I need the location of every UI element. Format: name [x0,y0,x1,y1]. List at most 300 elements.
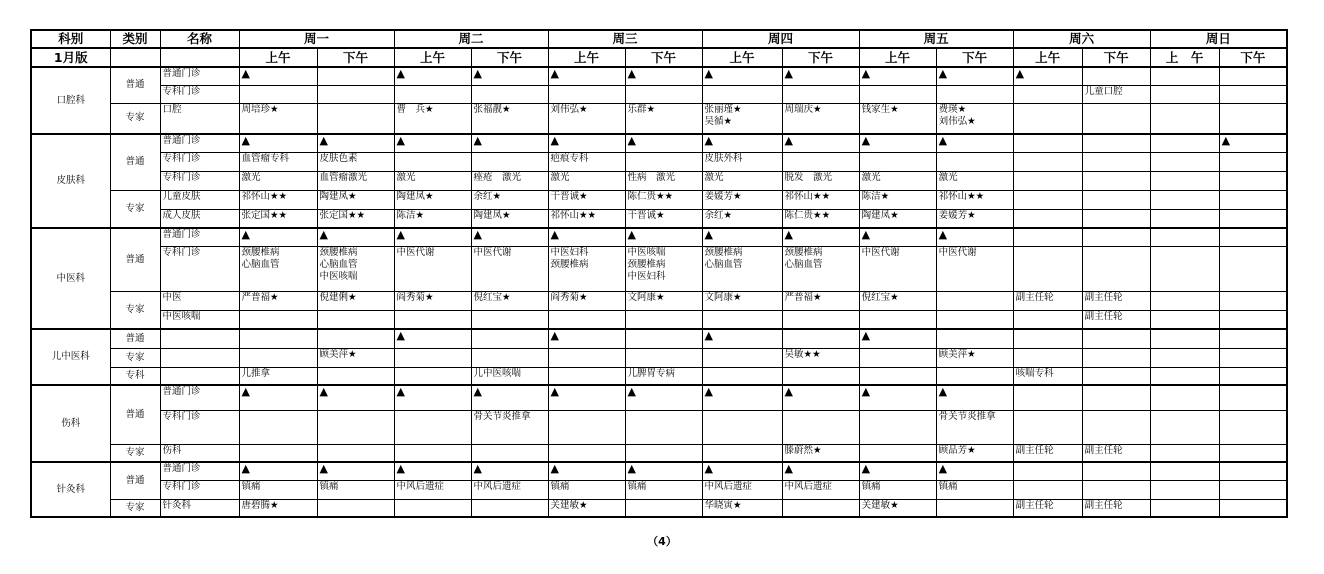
open-slot-triangle-icon: ▲ [782,228,859,246]
clinic-name: 专科门诊 [160,152,239,171]
header-am: 上午 [239,48,317,67]
schedule-cell [1082,190,1150,209]
schedule-cell: 激光 [702,171,782,190]
schedule-cell [394,444,471,462]
schedule-row [31,410,1287,444]
open-slot-triangle-icon: ▲ [394,67,471,85]
schedule-cell [1150,291,1219,310]
header-am: 上午 [1013,48,1082,67]
schedule-cell [1219,329,1287,348]
schedule-cell [625,410,702,444]
schedule-cell [782,329,859,348]
schedule-cell [936,152,1013,171]
schedule-cell [1150,310,1219,329]
schedule-cell [1219,462,1287,480]
schedule-cell: 张丽瑾★ 吴循★ [702,103,782,134]
schedule-cell [1219,103,1287,134]
schedule-cell [1013,310,1082,329]
schedule-cell: 骨关节炎推拿 [471,410,548,444]
schedule-cell [239,329,317,348]
schedule-cell: 副主任轮 [1013,499,1082,517]
schedule-cell: 中医妇科 颈腰椎病 [548,246,625,291]
open-slot-triangle-icon: ▲ [782,134,859,152]
schedule-cell [471,444,548,462]
schedule-cell: 中风后遗症 [394,480,471,499]
schedule-cell: 副主任轮 [1082,310,1150,329]
header-am-sunday: 上 午 [1150,48,1219,67]
header-month-version: 1月版 [31,48,110,67]
schedule-cell [1013,385,1082,410]
schedule-cell [1013,103,1082,134]
schedule-cell: 周培珍★ [239,103,317,134]
schedule-row [31,385,1287,410]
category-label: 专家 [110,291,160,329]
open-slot-triangle-icon: ▲ [317,228,394,246]
schedule-cell: 陈仁贵★★ [625,190,702,209]
schedule-cell: 姜媛芳★ [936,209,1013,228]
department-name: 中医科 [31,228,110,329]
open-slot-triangle-icon: ▲ [317,462,394,480]
schedule-cell [1150,228,1219,246]
schedule-cell [1150,171,1219,190]
schedule-row [31,348,1287,367]
schedule-cell: 陶建凤★ [859,209,936,228]
schedule-row [31,444,1287,462]
schedule-cell [1219,480,1287,499]
open-slot-triangle-icon: ▲ [548,385,625,410]
schedule-cell: 祁怀山★★ [782,190,859,209]
category-label: 专家 [110,348,160,367]
schedule-cell [1219,190,1287,209]
schedule-cell: 陈洁★ [394,209,471,228]
schedule-cell [317,410,394,444]
schedule-cell: 颈腰椎病 心脑血管 [782,246,859,291]
schedule-cell [1013,410,1082,444]
schedule-cell [548,444,625,462]
schedule-row [31,246,1287,291]
clinic-name: 伤科 [160,444,239,462]
header-pm: 下午 [782,48,859,67]
schedule-cell [1082,152,1150,171]
header-name: 名称 [160,30,239,48]
clinic-name [160,367,239,385]
schedule-cell: 余红★ [471,190,548,209]
schedule-cell [1082,103,1150,134]
schedule-cell [471,310,548,329]
schedule-cell [1082,67,1150,85]
schedule-cell [1013,228,1082,246]
schedule-cell: 干晋诚★ [625,209,702,228]
open-slot-triangle-icon: ▲ [239,462,317,480]
header-day-thu: 周四 [702,30,859,48]
header-day-fri: 周五 [859,30,1013,48]
open-slot-triangle-icon: ▲ [936,134,1013,152]
schedule-cell [702,348,782,367]
schedule-cell: 脱发 激光 [782,171,859,190]
schedule-cell: 痤疮 激光 [471,171,548,190]
schedule-cell [936,85,1013,103]
header-pm: 下午 [1219,48,1287,67]
category-label: 专科 [110,367,160,385]
schedule-cell: 顾美萍★ [936,348,1013,367]
open-slot-triangle-icon: ▲ [239,385,317,410]
header-row-halfdays [31,48,1287,67]
schedule-cell [782,367,859,385]
page-number: （4） [647,535,677,548]
schedule-row [31,480,1287,499]
department-name: 口腔科 [31,67,110,134]
schedule-cell [782,410,859,444]
schedule-cell: 副主任轮 [1082,291,1150,310]
schedule-cell [936,499,1013,517]
schedule-cell: 华晓寅★ [702,499,782,517]
schedule-cell: 儿推拿 [239,367,317,385]
schedule-cell [239,444,317,462]
open-slot-triangle-icon: ▲ [859,385,936,410]
schedule-cell: 镇痛 [548,480,625,499]
open-slot-triangle-icon: ▲ [782,462,859,480]
header-category: 类别 [110,30,160,48]
schedule-cell [1082,348,1150,367]
open-slot-triangle-icon: ▲ [239,134,317,152]
open-slot-triangle-icon: ▲ [702,134,782,152]
schedule-cell [625,348,702,367]
schedule-cell: 镇痛 [317,480,394,499]
schedule-cell: 血管瘤专科 [239,152,317,171]
schedule-cell [317,85,394,103]
schedule-row [31,329,1287,348]
category-label: 普通 [110,228,160,291]
schedule-cell [1013,246,1082,291]
clinic-name: 专科门诊 [160,246,239,291]
schedule-cell: 中风后遗症 [702,480,782,499]
schedule-cell [317,499,394,517]
schedule-cell [1150,410,1219,444]
schedule-cell [782,499,859,517]
schedule-row [31,291,1287,310]
schedule-cell: 关建敏★ [859,499,936,517]
schedule-cell [1219,152,1287,171]
schedule-cell: 镇痛 [625,480,702,499]
schedule-cell [471,329,548,348]
open-slot-triangle-icon: ▲ [548,134,625,152]
schedule-cell: 陈洁★ [859,190,936,209]
schedule-cell [1082,209,1150,228]
schedule-cell: 严普福★ [239,291,317,310]
department-name: 伤科 [31,385,110,462]
schedule-cell [1219,67,1287,85]
header-am: 上午 [394,48,471,67]
schedule-cell [1082,385,1150,410]
header-am: 上午 [702,48,782,67]
schedule-cell: 颈腰椎病 心脑血管 [239,246,317,291]
open-slot-triangle-icon: ▲ [1013,67,1082,85]
schedule-cell: 倪建俐★ [317,291,394,310]
open-slot-triangle-icon: ▲ [548,228,625,246]
department-name: 针灸科 [31,462,110,517]
open-slot-triangle-icon: ▲ [859,67,936,85]
schedule-cell: 曹 兵★ [394,103,471,134]
schedule-cell: 激光 [859,171,936,190]
schedule-cell [1219,246,1287,291]
schedule-cell: 陶建凤★ [471,209,548,228]
schedule-cell: 倪红宝★ [859,291,936,310]
schedule-cell: 余红★ [702,209,782,228]
schedule-cell [1082,329,1150,348]
schedule-row [31,152,1287,171]
schedule-row [31,103,1287,134]
schedule-cell: 陶建凤★ [317,190,394,209]
schedule-cell [471,499,548,517]
schedule-cell: 陈仁贵★★ [782,209,859,228]
schedule-cell [1219,85,1287,103]
schedule-row [31,228,1287,246]
header-pm: 下午 [936,48,1013,67]
category-label: 普通 [110,67,160,103]
schedule-cell: 关建敏★ [548,499,625,517]
schedule-cell [782,85,859,103]
schedule-cell [1219,367,1287,385]
schedule-cell [1219,209,1287,228]
clinic-name: 专科门诊 [160,85,239,103]
schedule-cell [1013,348,1082,367]
schedule-cell [471,85,548,103]
open-slot-triangle-icon: ▲ [394,228,471,246]
schedule-cell [1150,67,1219,85]
open-slot-triangle-icon: ▲ [625,228,702,246]
schedule-cell: 激光 [936,171,1013,190]
schedule-cell: 刘伟弘★ [548,103,625,134]
clinic-name: 成人皮肤 [160,209,239,228]
schedule-cell [1150,385,1219,410]
schedule-cell [625,499,702,517]
department-name: 儿中医科 [31,329,110,385]
clinic-name: 儿童皮肤 [160,190,239,209]
schedule-cell [239,348,317,367]
open-slot-triangle-icon: ▲ [317,134,394,152]
category-label: 专家 [110,103,160,134]
open-slot-triangle-icon: ▲ [394,462,471,480]
schedule-cell [1082,246,1150,291]
open-slot-triangle-icon: ▲ [936,462,1013,480]
header-blank [160,48,239,67]
open-slot-triangle-icon: ▲ [1219,134,1287,152]
open-slot-triangle-icon: ▲ [471,67,548,85]
schedule-cell: 严普福★ [782,291,859,310]
schedule-cell [1013,462,1082,480]
schedule-cell [859,310,936,329]
schedule-cell [625,444,702,462]
schedule-cell [317,329,394,348]
schedule-cell [1013,171,1082,190]
open-slot-triangle-icon: ▲ [317,385,394,410]
schedule-cell: 张福靓★ [471,103,548,134]
schedule-cell [239,310,317,329]
schedule-cell [1082,171,1150,190]
schedule-cell [394,85,471,103]
open-slot-triangle-icon: ▲ [859,228,936,246]
schedule-cell: 钱家生★ [859,103,936,134]
clinic-name: 普通门诊 [160,462,239,480]
header-am: 上午 [548,48,625,67]
schedule-cell: 乐群★ [625,103,702,134]
schedule-cell [1219,171,1287,190]
schedule-cell [317,444,394,462]
header-day-mon: 周一 [239,30,394,48]
clinic-name: 中医 [160,291,239,310]
header-blank [110,48,160,67]
header-day-sat: 周六 [1013,30,1150,48]
category-label: 专家 [110,190,160,228]
open-slot-triangle-icon: ▲ [782,385,859,410]
schedule-cell [1219,499,1287,517]
schedule-cell: 镇痛 [936,480,1013,499]
schedule-cell [1013,85,1082,103]
schedule-cell [1082,462,1150,480]
schedule-cell [548,367,625,385]
schedule-cell [625,85,702,103]
schedule-cell [1150,480,1219,499]
schedule-cell [782,152,859,171]
schedule-cell: 文阿康★ [625,291,702,310]
schedule-cell [1082,410,1150,444]
schedule-cell: 周瑞庆★ [782,103,859,134]
schedule-cell: 中医代谢 [936,246,1013,291]
header-row-days [31,30,1287,48]
schedule-cell [548,348,625,367]
schedule-cell: 中医咳喘 颈腰椎病 中医妇科 [625,246,702,291]
schedule-cell: 祁怀山★★ [936,190,1013,209]
header-day-sun: 周日 [1150,30,1287,48]
schedule-cell [782,310,859,329]
open-slot-triangle-icon: ▲ [625,385,702,410]
schedule-row [31,462,1287,480]
schedule-cell: 陶建凤★ [394,190,471,209]
schedule-cell [625,310,702,329]
schedule-row [31,310,1287,329]
open-slot-triangle-icon: ▲ [394,385,471,410]
open-slot-triangle-icon: ▲ [625,134,702,152]
schedule-cell: 吴敏★★ [782,348,859,367]
open-slot-triangle-icon: ▲ [548,462,625,480]
schedule-cell [1219,228,1287,246]
schedule-cell [625,152,702,171]
schedule-row [31,171,1287,190]
schedule-row [31,67,1287,85]
open-slot-triangle-icon: ▲ [859,462,936,480]
schedule-cell [471,348,548,367]
clinic-name: 专科门诊 [160,480,239,499]
schedule-cell: 中风后遗症 [471,480,548,499]
open-slot-triangle-icon: ▲ [936,67,1013,85]
category-label: 普通 [110,462,160,499]
schedule-row [31,85,1287,103]
schedule-cell [936,367,1013,385]
header-day-wed: 周三 [548,30,702,48]
header-day-tue: 周二 [394,30,548,48]
schedule-cell [1013,480,1082,499]
department-name: 皮肤科 [31,134,110,228]
schedule-cell [1013,152,1082,171]
schedule-cell [1150,103,1219,134]
category-label: 普通 [110,329,160,348]
schedule-row [31,190,1287,209]
open-slot-triangle-icon: ▲ [471,134,548,152]
schedule-cell [702,367,782,385]
category-label: 专家 [110,499,160,517]
schedule-cell: 镇痛 [239,480,317,499]
schedule-cell: 镇痛 [859,480,936,499]
schedule-cell [548,85,625,103]
schedule-cell [1150,348,1219,367]
schedule-body [31,30,1287,517]
schedule-cell [317,310,394,329]
schedule-cell [317,103,394,134]
clinic-name: 口腔 [160,103,239,134]
clinic-name: 专科门诊 [160,171,239,190]
schedule-cell: 中风后遗症 [782,480,859,499]
schedule-cell: 阎秀菊★ [394,291,471,310]
schedule-cell [1150,462,1219,480]
schedule-cell: 阎秀菊★ [548,291,625,310]
schedule-cell [317,67,394,85]
open-slot-triangle-icon: ▲ [702,329,782,348]
schedule-cell [702,410,782,444]
schedule-cell: 咳喘专科 [1013,367,1082,385]
schedule-cell [1150,209,1219,228]
schedule-cell: 倪红宝★ [471,291,548,310]
open-slot-triangle-icon: ▲ [782,67,859,85]
schedule-cell: 滕蔚然★ [782,444,859,462]
schedule-cell [317,367,394,385]
clinic-name: 专科门诊 [160,410,239,444]
schedule-cell [394,499,471,517]
schedule-cell: 激光 [394,171,471,190]
schedule-cell: 干晋诚★ [548,190,625,209]
schedule-cell [239,85,317,103]
schedule-cell: 姜媛芳★ [702,190,782,209]
schedule-cell [859,444,936,462]
schedule-cell [1082,228,1150,246]
schedule-cell: 中医代谢 [394,246,471,291]
schedule-cell: 中医代谢 [859,246,936,291]
schedule-cell [1219,348,1287,367]
schedule-cell: 颈腰椎病 心脑血管 中医咳喘 [317,246,394,291]
header-dept: 科别 [31,30,110,48]
schedule-cell [1150,367,1219,385]
header-am: 上午 [859,48,936,67]
open-slot-triangle-icon: ▲ [702,462,782,480]
schedule-cell: 血管瘤激光 [317,171,394,190]
open-slot-triangle-icon: ▲ [471,462,548,480]
open-slot-triangle-icon: ▲ [548,329,625,348]
clinic-name [160,329,239,348]
schedule-row [31,367,1287,385]
schedule-cell [394,310,471,329]
schedule-cell [936,310,1013,329]
schedule-cell [859,85,936,103]
schedule-cell: 祁怀山★★ [239,190,317,209]
category-label: 普通 [110,134,160,190]
header-pm: 下午 [317,48,394,67]
schedule-cell: 中医代谢 [471,246,548,291]
schedule-cell [1219,385,1287,410]
schedule-row [31,134,1287,152]
schedule-cell: 顾美萍★ [317,348,394,367]
schedule-cell [239,410,317,444]
schedule-cell [1219,444,1287,462]
schedule-cell [394,152,471,171]
